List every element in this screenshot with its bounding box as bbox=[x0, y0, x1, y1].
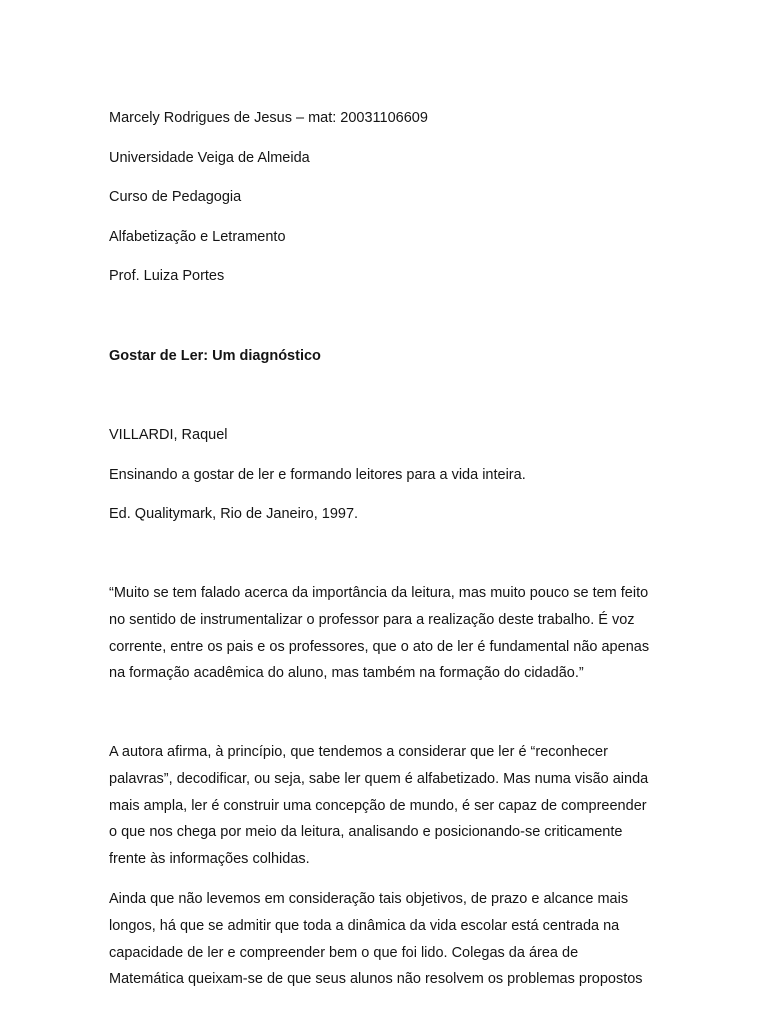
quote-block bbox=[109, 580, 699, 687]
paragraph-line: palavras”, decodificar, ou seja, sabe ler quem é alfabetizado. Mas numa visão ainda bbox=[109, 770, 649, 787]
paragraph-line: Ainda que não levemos em consideração tais objetivos, de prazo e alcance mais bbox=[109, 891, 629, 907]
quote-line: “Muito se tem falado acerca da importância da leitura, mas muito pouco se tem feito bbox=[109, 585, 649, 601]
reference-author: VILLARDI, Raquel bbox=[109, 427, 228, 443]
paragraph-line: Matemática queixam-se de que seus alunos não resolvem os problemas propostos bbox=[109, 971, 643, 988]
author-line: Marcely Rodrigues de Jesus – mat: 20031106609 bbox=[109, 110, 428, 126]
reference-publisher: Ed. Qualitymark, Rio de Janeiro, 1997. bbox=[109, 506, 359, 522]
paragraph-line: mais ampla, ler é construir uma concepção de mundo, é ser capaz de compreender bbox=[109, 797, 647, 814]
course-line: Curso de Pedagogia bbox=[109, 189, 242, 205]
body-paragraph-2 bbox=[109, 886, 699, 993]
university-line: Universidade Veiga de Almeida bbox=[109, 150, 310, 166]
paragraph-line: A autora afirma, à princípio, que tendemos a considerar que ler é “reconhecer bbox=[109, 744, 608, 760]
reference-book-title: Ensinando a gostar de ler e formando leitores para a vida inteira. bbox=[109, 467, 526, 483]
body-paragraph-1 bbox=[109, 739, 699, 873]
document-title: Gostar de Ler: Um diagnóstico bbox=[109, 348, 321, 364]
professor-line: Prof. Luiza Portes bbox=[109, 268, 225, 284]
quote-line: no sentido de instrumentalizar o professor para a realização deste trabalho. É voz bbox=[109, 611, 635, 628]
paragraph-line: o que nos chega por meio da leitura, analisando e posicionando-se criticamente bbox=[109, 824, 623, 841]
paragraph-line: longos, há que se admitir que toda a dinâmica da vida escolar está centrada na bbox=[109, 917, 620, 934]
subject-line: Alfabetização e Letramento bbox=[109, 229, 286, 245]
paragraph-line: capacidade de ler e compreender bem o que foi lido. Colegas da área de bbox=[109, 944, 579, 961]
quote-line: na formação acadêmica do aluno, mas também na formação do cidadão.” bbox=[109, 665, 584, 682]
quote-line: corrente, entre os pais e os professores, que o ato de ler é fundamental não apenas bbox=[109, 638, 650, 655]
paragraph-line: frente às informações colhidas. bbox=[109, 851, 310, 868]
